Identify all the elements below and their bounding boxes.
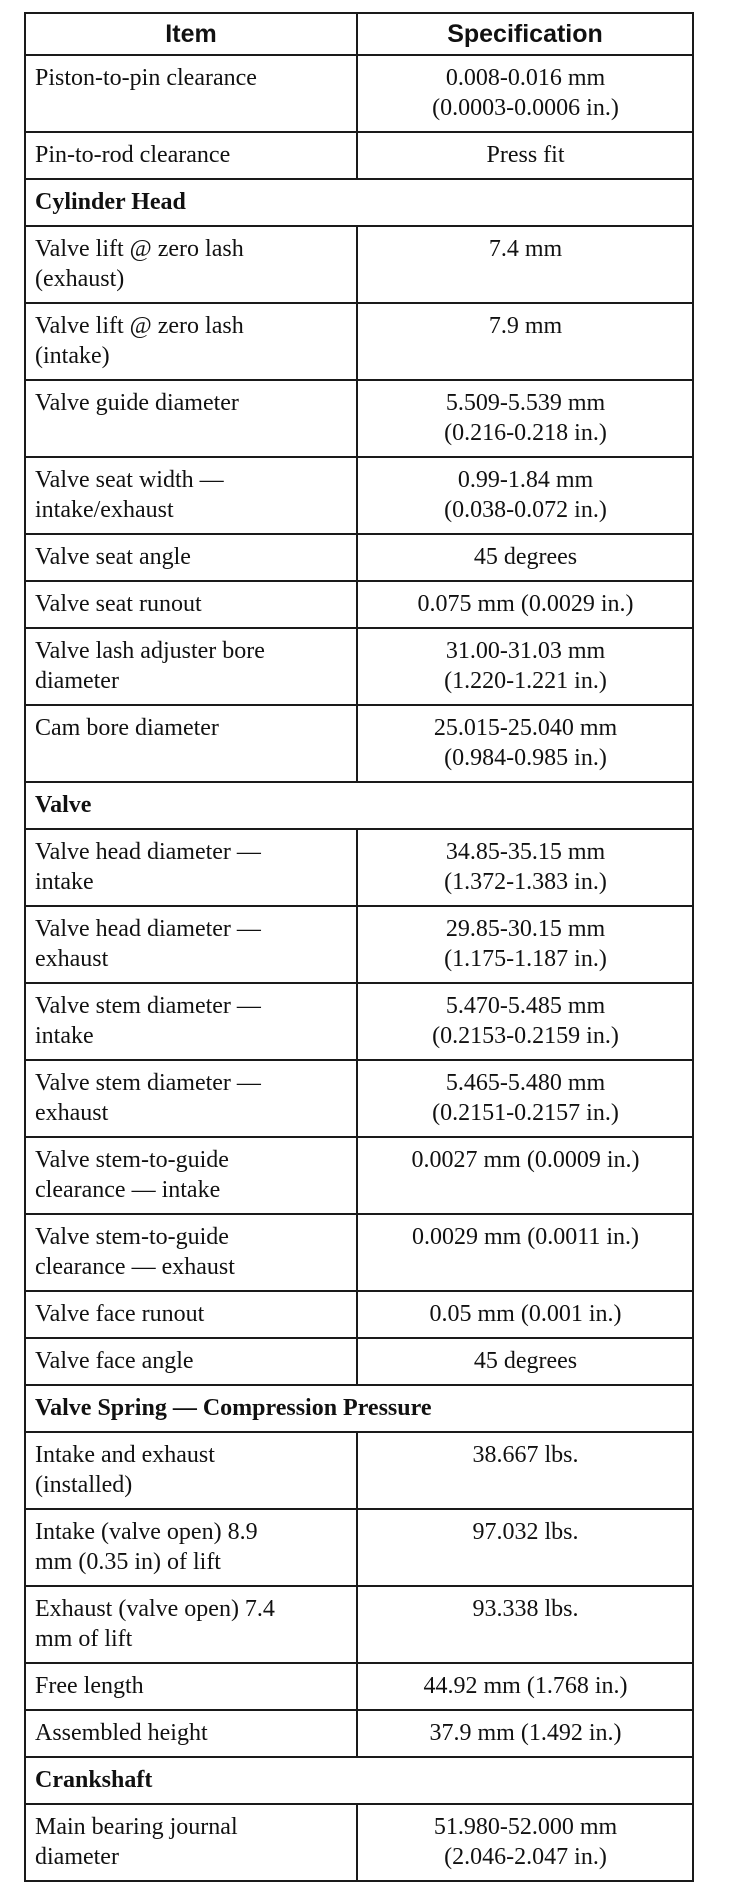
specification-cell xyxy=(357,581,693,628)
specification-text: 0.0029 mm (0.0011 in.) xyxy=(411,1224,640,1250)
item-text: Valve lift @ zero lash xyxy=(35,236,244,262)
specification-text: (0.038-0.072 in.) xyxy=(444,497,607,523)
table-row xyxy=(25,380,693,457)
item-text: Free length xyxy=(35,1673,144,1699)
item-text: Valve seat width — xyxy=(35,467,224,493)
item-cell xyxy=(25,829,357,906)
item-text: Valve head diameter — xyxy=(35,916,261,942)
item-text: (exhaust) xyxy=(35,266,125,292)
table-row xyxy=(25,457,693,534)
specification-text: 0.0027 mm (0.0009 in.) xyxy=(411,1147,640,1173)
section-title: Valve xyxy=(25,782,693,829)
item-text: Valve seat runout xyxy=(35,591,202,617)
specification-text: 37.9 mm (1.492 in.) xyxy=(429,1720,622,1746)
table-row xyxy=(25,303,693,380)
item-text: Valve face angle xyxy=(35,1348,194,1374)
specification-cell xyxy=(357,534,693,581)
specification-text: 51.980-52.000 mm xyxy=(433,1814,618,1840)
specification-cell xyxy=(357,1214,693,1291)
specification-text: 5.465-5.480 mm xyxy=(445,1070,606,1096)
specification-text: 0.075 mm (0.0029 in.) xyxy=(417,591,634,617)
item-cell xyxy=(25,705,357,782)
item-cell xyxy=(25,303,357,380)
item-cell xyxy=(25,1663,357,1710)
specification-text: (2.046-2.047 in.) xyxy=(444,1844,607,1870)
item-text: clearance — exhaust xyxy=(35,1254,235,1280)
item-cell xyxy=(25,1060,357,1137)
specification-text: (0.984-0.985 in.) xyxy=(444,745,607,771)
item-text: Valve stem-to-guide xyxy=(35,1147,229,1173)
item-text: Valve lash adjuster bore xyxy=(35,638,265,664)
item-text: diameter xyxy=(35,668,119,694)
table-row xyxy=(25,1214,693,1291)
item-cell xyxy=(25,1291,357,1338)
item-text: Assembled height xyxy=(35,1720,208,1746)
specification-cell xyxy=(357,226,693,303)
specification-text: 25.015-25.040 mm xyxy=(433,715,618,741)
specification-cell xyxy=(357,457,693,534)
specification-text: 0.99-1.84 mm xyxy=(457,467,594,493)
item-cell xyxy=(25,1214,357,1291)
section-row xyxy=(25,782,693,829)
table-row xyxy=(25,132,693,179)
table-row xyxy=(25,1804,693,1881)
specification-text: 44.92 mm (1.768 in.) xyxy=(423,1673,628,1699)
item-text: mm of lift xyxy=(35,1626,133,1652)
item-cell xyxy=(25,983,357,1060)
table-row xyxy=(25,1586,693,1663)
specification-text: 34.85-35.15 mm xyxy=(445,839,606,865)
item-cell xyxy=(25,628,357,705)
item-cell xyxy=(25,1710,357,1757)
item-cell xyxy=(25,1509,357,1586)
table-row xyxy=(25,1338,693,1385)
item-text: Valve guide diameter xyxy=(35,390,239,416)
table-row xyxy=(25,829,693,906)
specification-cell xyxy=(357,55,693,132)
item-cell xyxy=(25,226,357,303)
item-text: exhaust xyxy=(35,1100,109,1126)
item-text: Intake and exhaust xyxy=(35,1442,215,1468)
specification-cell xyxy=(357,1710,693,1757)
section-title: Valve Spring — Compression Pressure xyxy=(25,1385,693,1432)
item-text: Valve stem-to-guide xyxy=(35,1224,229,1250)
specification-text: (1.372-1.383 in.) xyxy=(444,869,607,895)
table-row xyxy=(25,1060,693,1137)
section-title: Crankshaft xyxy=(25,1757,693,1804)
item-cell xyxy=(25,1137,357,1214)
table-row xyxy=(25,55,693,132)
section-title: Cylinder Head xyxy=(25,179,693,226)
header-row xyxy=(25,13,693,55)
specification-cell xyxy=(357,1586,693,1663)
specification-text: 7.9 mm xyxy=(488,313,563,339)
specification-text: 5.470-5.485 mm xyxy=(445,993,606,1019)
item-text: Intake (valve open) 8.9 xyxy=(35,1519,258,1545)
item-text: mm (0.35 in) of lift xyxy=(35,1549,221,1575)
table-row xyxy=(25,983,693,1060)
item-text: intake/exhaust xyxy=(35,497,174,523)
item-text: Valve lift @ zero lash xyxy=(35,313,244,339)
specification-text: (0.2153-0.2159 in.) xyxy=(432,1023,619,1049)
specification-cell xyxy=(357,1663,693,1710)
item-cell xyxy=(25,1432,357,1509)
specification-text: 45 degrees xyxy=(473,1348,578,1374)
specification-text: 7.4 mm xyxy=(488,236,563,262)
item-text: intake xyxy=(35,869,94,895)
table-row xyxy=(25,1432,693,1509)
table-row xyxy=(25,226,693,303)
item-text: Exhaust (valve open) 7.4 xyxy=(35,1596,275,1622)
table-header xyxy=(25,13,693,55)
item-text: (installed) xyxy=(35,1472,133,1498)
item-cell xyxy=(25,457,357,534)
specification-cell xyxy=(357,1432,693,1509)
table-row xyxy=(25,534,693,581)
item-text: Main bearing journal xyxy=(35,1814,238,1840)
specification-cell xyxy=(357,628,693,705)
table-row xyxy=(25,628,693,705)
item-text: Valve stem diameter — xyxy=(35,1070,261,1096)
item-cell xyxy=(25,534,357,581)
item-cell xyxy=(25,1804,357,1881)
specification-text: (0.0003-0.0006 in.) xyxy=(432,95,619,121)
specification-cell xyxy=(357,132,693,179)
specification-text: 29.85-30.15 mm xyxy=(445,916,606,942)
item-cell xyxy=(25,1586,357,1663)
item-column-header: Item xyxy=(25,13,357,55)
specification-cell xyxy=(357,380,693,457)
item-text: Valve head diameter — xyxy=(35,839,261,865)
table-row xyxy=(25,581,693,628)
section-row xyxy=(25,179,693,226)
item-text: diameter xyxy=(35,1844,119,1870)
specification-cell xyxy=(357,1060,693,1137)
item-text: exhaust xyxy=(35,946,109,972)
item-cell xyxy=(25,1338,357,1385)
table-row xyxy=(25,1710,693,1757)
specification-text: 5.509-5.539 mm xyxy=(445,390,606,416)
table-row xyxy=(25,1137,693,1214)
item-text: Valve seat angle xyxy=(35,544,191,570)
table-row xyxy=(25,705,693,782)
specification-cell xyxy=(357,1137,693,1214)
table-row xyxy=(25,906,693,983)
specification-text: 45 degrees xyxy=(473,544,578,570)
section-row xyxy=(25,1385,693,1432)
specification-text: 97.032 lbs. xyxy=(472,1519,579,1545)
item-text: Pin-to-rod clearance xyxy=(35,142,231,168)
item-text: intake xyxy=(35,1023,94,1049)
table-body xyxy=(25,55,693,1881)
specification-cell xyxy=(357,829,693,906)
item-cell xyxy=(25,55,357,132)
specification-cell xyxy=(357,1509,693,1586)
specification-text: (1.175-1.187 in.) xyxy=(444,946,607,972)
specification-text: 38.667 lbs. xyxy=(472,1442,579,1468)
item-text: clearance — intake xyxy=(35,1177,221,1203)
specification-cell xyxy=(357,906,693,983)
specification-text: 93.338 lbs. xyxy=(472,1596,579,1622)
table-row xyxy=(25,1663,693,1710)
item-cell xyxy=(25,581,357,628)
specification-table xyxy=(24,12,694,1882)
specification-cell xyxy=(357,1804,693,1881)
item-text: Piston-to-pin clearance xyxy=(35,65,257,91)
specification-text: 0.008-0.016 mm xyxy=(445,65,606,91)
specification-cell xyxy=(357,705,693,782)
item-cell xyxy=(25,132,357,179)
specification-text: Press fit xyxy=(486,142,565,168)
table-row xyxy=(25,1509,693,1586)
item-cell xyxy=(25,906,357,983)
specification-cell xyxy=(357,1338,693,1385)
specification-text: 0.05 mm (0.001 in.) xyxy=(429,1301,622,1327)
specification-text: (0.216-0.218 in.) xyxy=(444,420,607,446)
item-text: Valve stem diameter — xyxy=(35,993,261,1019)
section-row xyxy=(25,1757,693,1804)
specification-text: (0.2151-0.2157 in.) xyxy=(432,1100,619,1126)
item-text: Valve face runout xyxy=(35,1301,205,1327)
specification-text: (1.220-1.221 in.) xyxy=(444,668,607,694)
specification-column-header: Specification xyxy=(357,13,693,55)
item-text: Cam bore diameter xyxy=(35,715,219,741)
item-cell xyxy=(25,380,357,457)
specification-cell xyxy=(357,1291,693,1338)
table-row xyxy=(25,1291,693,1338)
specification-cell xyxy=(357,983,693,1060)
specification-cell xyxy=(357,303,693,380)
specification-text: 31.00-31.03 mm xyxy=(445,638,606,664)
item-text: (intake) xyxy=(35,343,110,369)
